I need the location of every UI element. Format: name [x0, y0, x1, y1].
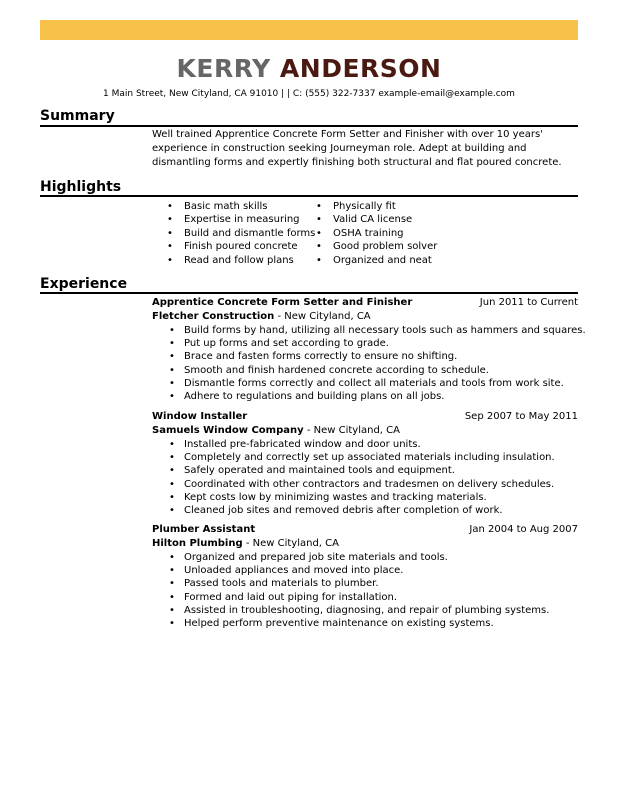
first-name: KERRY [176, 54, 271, 83]
contact-line: 1 Main Street, New Cityland, CA 91010 | | C: (555) 322-7337 example-email@example.com [103, 89, 515, 99]
list-item: • Kept costs low by minimizing wastes and tracking materials. [152, 491, 578, 504]
candidate-name [0, 53, 618, 85]
list-item: • Completely and correctly set up associated materials including insulation. [152, 451, 578, 464]
job-entry [152, 523, 578, 630]
job-dates: Jun 2011 to Current [479, 297, 578, 308]
highlights-left-list [167, 200, 315, 267]
list-item: • Adhere to regulations and building plans on all jobs. [152, 390, 578, 403]
company-location: - New Cityland, CA [242, 538, 339, 549]
company-name: Fletcher Construction [152, 311, 275, 322]
job-duties [152, 551, 578, 630]
summary-heading: Summary [40, 108, 115, 124]
highlights-divider [40, 195, 578, 197]
list-item: • Build forms by hand, utilizing all necessary tools such as hammers and squares. [152, 324, 578, 337]
company-location: - New Cityland, CA [274, 311, 371, 322]
list-item: • Build and dismantle forms [167, 227, 315, 240]
list-item: • Valid CA license [316, 213, 437, 226]
company-name: Samuels Window Company [152, 425, 304, 436]
experience-heading: Experience [40, 276, 128, 292]
list-item: • Unloaded appliances and moved into place. [152, 564, 578, 577]
company-location: - New Cityland, CA [303, 425, 400, 436]
list-item: • Read and follow plans [167, 254, 315, 267]
job-duties [152, 324, 586, 403]
list-item: • Basic math skills [167, 200, 315, 213]
job-title: Window Installer [152, 411, 248, 422]
list-item: • Put up forms and set according to grade. [152, 337, 578, 350]
list-item: • OSHA training [316, 227, 437, 240]
list-item: • Passed tools and materials to plumber. [152, 577, 578, 590]
list-item: • Organized and prepared job site materials and tools. [152, 551, 578, 564]
company-name: Hilton Plumbing [152, 538, 243, 549]
job-entry [152, 410, 578, 517]
job-dates: Sep 2007 to May 2011 [464, 411, 578, 422]
list-item: • Expertise in measuring [167, 213, 315, 226]
list-item: • Coordinated with other contractors and tradesmen on delivery schedules. [152, 478, 578, 491]
list-item: • Formed and laid out piping for installation. [152, 591, 578, 604]
experience-divider [40, 292, 578, 294]
last-name: ANDERSON [279, 54, 442, 83]
summary-text: Well trained Apprentice Concrete Form Setter and Finisher with over 10 years' experience in construction seeking Journeyman role. Adept at building and dismantling forms and expertly finishing both structural and flat poured concrete. [152, 129, 562, 168]
job-dates: Jan 2004 to Aug 2007 [469, 524, 578, 535]
list-item: • Brace and fasten forms correctly to ensure no shifting. [152, 350, 578, 363]
job-title: Plumber Assistant [152, 524, 256, 535]
job-title: Apprentice Concrete Form Setter and Finisher [152, 297, 413, 308]
job-duties [152, 438, 578, 517]
job-entry [152, 296, 586, 403]
list-item: • Cleaned job sites and removed debris after completion of work. [152, 504, 578, 517]
accent-bar [40, 20, 578, 40]
list-item: • Safely operated and maintained tools and equipment. [152, 464, 578, 477]
list-item: • Organized and neat [316, 254, 437, 267]
list-item: • Helped perform preventive maintenance on existing systems. [152, 617, 578, 630]
list-item: • Assisted in troubleshooting, diagnosing, and repair of plumbing systems. [152, 604, 578, 617]
highlights-heading: Highlights [40, 179, 122, 195]
list-item: • Physically fit [316, 200, 437, 213]
list-item: • Smooth and finish hardened concrete according to schedule. [152, 364, 578, 377]
list-item: • Good problem solver [316, 240, 437, 253]
summary-divider [40, 125, 578, 127]
highlights-right-list [316, 200, 437, 267]
list-item: • Dismantle forms correctly and collect all materials and tools from work site. [152, 377, 578, 390]
list-item: • Finish poured concrete [167, 240, 315, 253]
list-item: • Installed pre-fabricated window and door units. [152, 438, 578, 451]
